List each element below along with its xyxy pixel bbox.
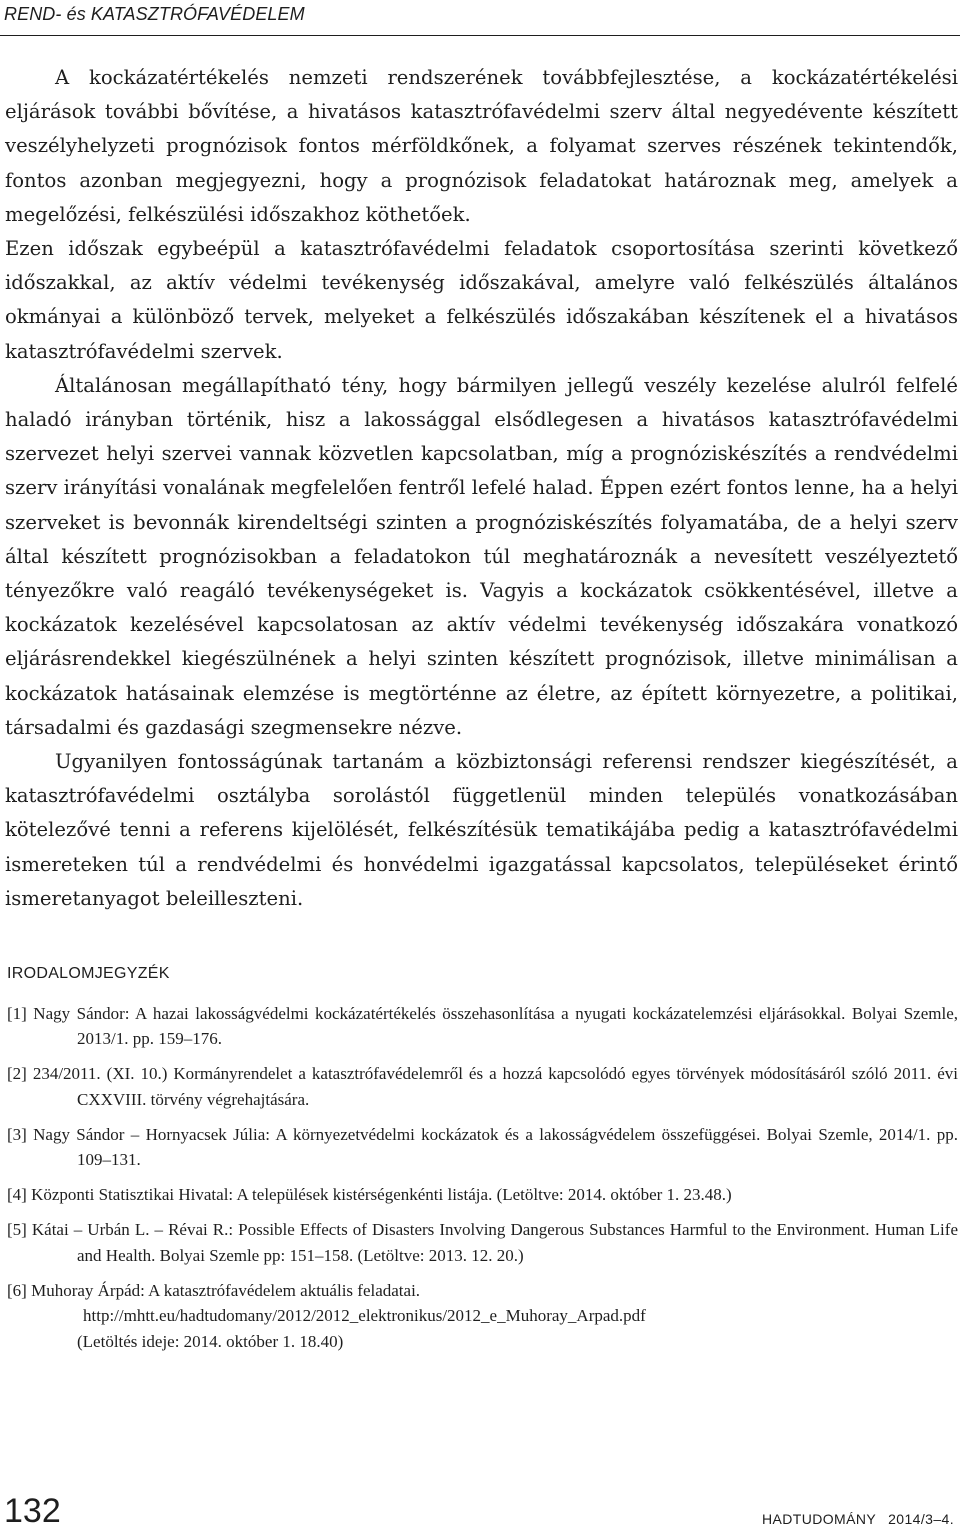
reference-text: [2] 234/2011. (XI. 10.) Kormányrendelet a katasztrófavédelemről és a hozzá kapcsolódó egyes törvények módosításáról szóló 2011. évi CXXVIII. törvény végrehajtására. <box>7 1064 958 1109</box>
reference-item <box>7 1217 958 1268</box>
reference-access-date: (Letöltés ideje: 2014. október 1. 18.40) <box>77 1331 344 1351</box>
reference-item <box>7 1122 958 1173</box>
body-paragraph: Ezen időszak egybeépül a katasztrófavédelmi feladatok csoportosítása szerinti következő időszakkal, az aktív védelmi tevékenység időszakával, amelyre való felkészülés általános okmányai a különböző tervek, melyeket a felkészülés időszakában készítenek el a hivatásos katasztrófavédelmi szervek. <box>5 237 958 363</box>
reference-item <box>7 1278 958 1355</box>
body-paragraph: Ugyanilyen fontosságúnak tartanám a közbiztonsági referensi rendszer kiegészítését, a katasztrófavédelmi osztályba sorolástól függetlenül minden település vonatkozásában kötelezővé tenni a referens kijelölését, felkészítésük tematikájába pedig a katasztrófavédelmi ismereteken túl a rendvédelmi és honvédelmi igazgatással kapcsolatos, településeket érintő ismeretanyagot beleilleszteni. <box>5 750 958 910</box>
article-body <box>5 61 958 916</box>
reference-item <box>7 1061 958 1112</box>
reference-item <box>7 1001 958 1052</box>
reference-text: [3] Nagy Sándor – Hornyacsek Júlia: A környezetvédelmi kockázatok és a lakosságvédelem összefüggései. Bolyai Szemle, 2014/1. pp. 109–131. <box>7 1124 958 1169</box>
header-divider <box>0 35 960 36</box>
running-header: REND- és KATASZTRÓFAVÉDELEM <box>4 4 305 24</box>
bibliography <box>7 961 958 1364</box>
reference-url-link[interactable]: http://mhtt.eu/hadtudomany/2012/2012_elektronikus/2012_e_Muhoray_Arpad.pdf <box>83 1306 646 1325</box>
reference-item <box>7 1182 958 1208</box>
reference-text: [4] Központi Statisztikai Hivatal: A települések kistérségenkénti listája. (Letöltve: 2014. október 1. 23.48.) <box>7 1185 732 1204</box>
body-paragraph: A kockázatértékelés nemzeti rendszerének továbbfejlesztése, a kockázatértékelési eljárások további bővítése, a hivatásos katasztrófavédelmi szerv által negyedévente készített veszélyhelyzeti prognózisok fontos mérföldkőnek, a folyamat szerves részének tekintendők, fontos azonban megjegyezni, hogy a prognózisok feladatokat határoznak meg, amelyek a megelőzési, felkészülési időszakhoz köthetőek. <box>5 66 958 226</box>
journal-name: HADTUDOMÁNY 2014/3–4. <box>762 1511 954 1527</box>
bibliography-title: IRODALOMJEGYZÉK <box>7 965 170 982</box>
body-paragraph: Általánosan megállapítható tény, hogy bármilyen jellegű veszély kezelése alulról felfelé haladó irányban történik, hisz a lakossággal elsődlegesen a hivatásos katasztrófavédelmi szervezet helyi szervei vannak közvetlen kapcsolatban, míg a prognóziskészítés a rendvédelmi szerv irányítási vonalának megfelelően fentről lefelé halad. Éppen ezért fontos lenne, ha a helyi szerveket is bevonnák kirendeltségi szinten a prognóziskészítés folyamatába, de a helyi szerv által készített prognózisokban a feladatokon túl meghatároznák a nevesített veszélyeztető tényezőkre való reagáló tevékenységeket is. Vagyis a kockázatok csökkentésével, illetve a kockázatok kezelésével kapcsolatosan az aktív védelmi tevékenység időszakára vonatkozó eljárásrendekkel kiegészülnének a helyi szinten készített prognózisok, illetve minimálisan a kockázatok hatásainak elemzése is megtörténne az életre, az épített környezetre, a politikai, társadalmi és gazdasági szegmensekre nézve. <box>5 373 958 739</box>
page-number: 132 <box>4 1492 61 1530</box>
reference-text: [5] Kátai – Urbán L. – Révai R.: Possible Effects of Disasters Involving Dangerous Substances Harmful to the Environment. Human Life and Health. Bolyai Szemle pp: 151–158. (Letöltve: 2013. 12. 20.) <box>7 1220 958 1265</box>
reference-text: [6] Muhoray Árpád: A katasztrófavédelem aktuális feladatai. <box>7 1280 421 1300</box>
reference-text: [1] Nagy Sándor: A hazai lakosságvédelmi kockázatértékelés összehasonlítása a nyugati kockázatelemzési eljárásokkal. Bolyai Szemle, 2013/1. pp. 159–176. <box>7 1003 958 1048</box>
